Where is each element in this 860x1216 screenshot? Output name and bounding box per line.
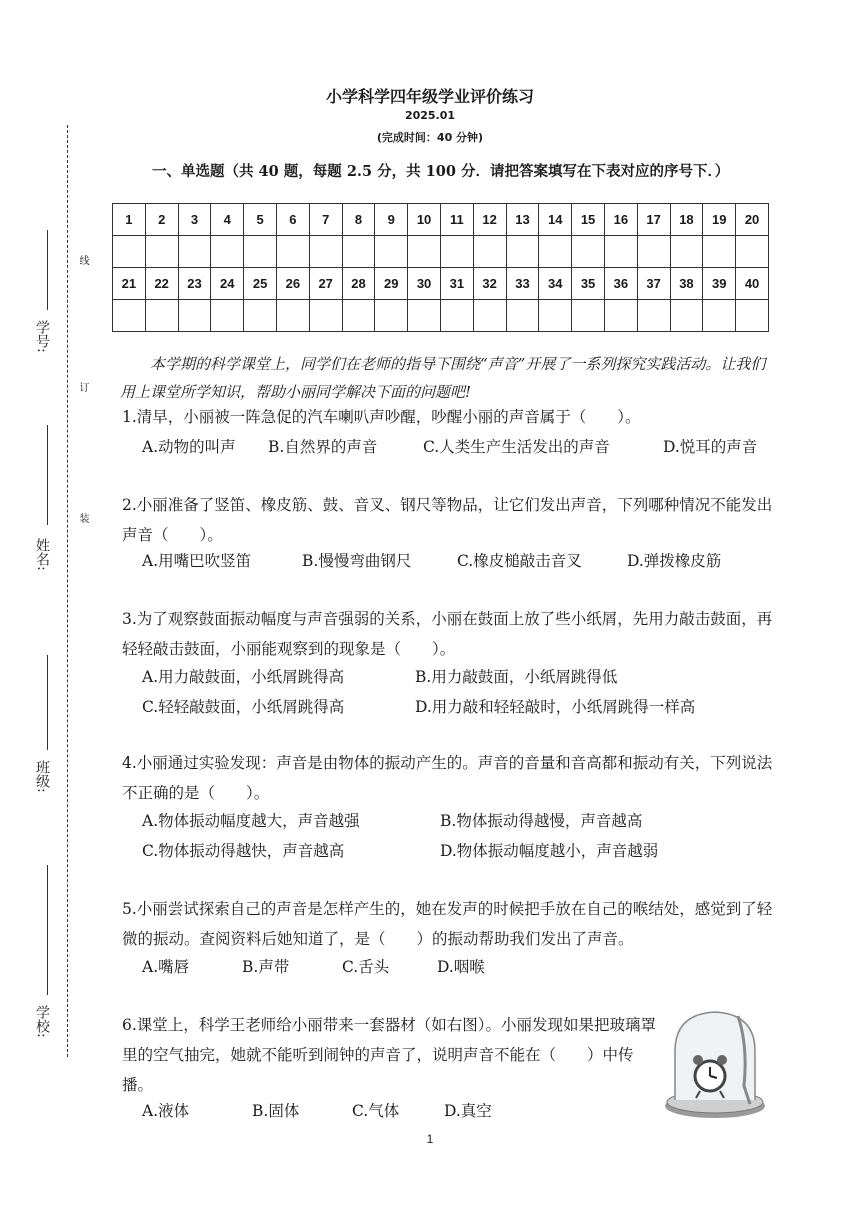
answer-cell[interactable]	[211, 236, 244, 268]
question-number-cell: 15	[572, 204, 605, 236]
answer-cell[interactable]	[736, 236, 769, 268]
option[interactable]: B.物体振动得越慢，声音越高	[440, 812, 643, 830]
option[interactable]: D.弹拨橡皮筋	[627, 552, 722, 570]
answer-cell[interactable]	[637, 300, 670, 332]
question-3-options-b	[142, 692, 695, 722]
question-number-cell: 39	[703, 268, 736, 300]
answer-cell[interactable]	[604, 300, 637, 332]
answer-cell[interactable]	[637, 236, 670, 268]
answer-number-row	[113, 204, 769, 236]
school-label: 学校:	[34, 1005, 50, 1038]
intro-paragraph: 本学期的科学课堂上，同学们在老师的指导下围绕“声音”开展了一系列探究实践活动。让我们用上课堂所学知识，帮助小丽同学解决下面的问题吧!	[120, 355, 766, 401]
question-number-cell: 33	[506, 268, 539, 300]
name-field[interactable]	[47, 425, 48, 525]
answer-cell[interactable]	[145, 236, 178, 268]
option[interactable]: C.气体	[352, 1102, 400, 1120]
question-number-cell: 38	[670, 268, 703, 300]
question-number-cell: 3	[178, 204, 211, 236]
class-field[interactable]	[47, 655, 48, 750]
name-label: 姓名:	[34, 538, 50, 571]
question-number-cell: 18	[670, 204, 703, 236]
answer-cell[interactable]	[342, 300, 375, 332]
answer-cell[interactable]	[572, 300, 605, 332]
question-number-cell: 34	[539, 268, 572, 300]
option[interactable]: C.轻轻敲鼓面，小纸屑跳得高	[142, 698, 345, 716]
option[interactable]: D.悦耳的声音	[663, 438, 758, 456]
question-number-cell: 13	[506, 204, 539, 236]
answer-cell[interactable]	[408, 236, 441, 268]
section-heading: 一、单选题（共 40 题，每题 2.5 分，共 100 分．请把答案填写在下表对应的序号下．）	[152, 163, 730, 180]
answer-cell[interactable]	[309, 300, 342, 332]
question-1-options	[142, 432, 757, 462]
question-number-cell: 10	[408, 204, 441, 236]
bell-jar-alarm-clock-image	[660, 1006, 770, 1124]
option[interactable]: B.用力敲鼓面，小纸屑跳得低	[415, 668, 618, 686]
answer-cell[interactable]	[506, 236, 539, 268]
question-4-options-a	[142, 806, 642, 836]
option[interactable]: C.人类生产生活发出的声音	[423, 438, 610, 456]
answer-cell[interactable]	[703, 300, 736, 332]
option[interactable]: D.用力敲和轻轻敲时，小纸屑跳得一样高	[415, 698, 696, 716]
question-number-cell: 9	[375, 204, 408, 236]
exam-title: 小学科学四年级学业评价练习	[325, 87, 534, 106]
option[interactable]: A.用力敲鼓面，小纸屑跳得高	[142, 668, 345, 686]
question-number-cell: 35	[572, 268, 605, 300]
question-number-cell: 31	[440, 268, 473, 300]
binding-mark-xian: 线	[77, 255, 88, 265]
answer-number-row	[113, 268, 769, 300]
answer-cell[interactable]	[342, 236, 375, 268]
question-4-stem: 4.小丽通过实验发现：声音是由物体的振动产生的。声音的音量和音高都和振动有关，下列说法不正确的是（ ）。	[122, 754, 773, 802]
binding-mark-zhuang: 装	[77, 513, 88, 523]
school-field[interactable]	[47, 865, 48, 995]
answer-cell[interactable]	[408, 300, 441, 332]
answer-cell[interactable]	[736, 300, 769, 332]
option[interactable]: A.物体振动幅度越大，声音越强	[142, 812, 360, 830]
option[interactable]: C.舌头	[342, 958, 390, 976]
binding-mark-ding: 订	[77, 382, 88, 392]
question-number-cell: 29	[375, 268, 408, 300]
question-number-cell: 28	[342, 268, 375, 300]
answer-cell[interactable]	[703, 236, 736, 268]
answer-cell[interactable]	[539, 236, 572, 268]
binding-dashed-line	[67, 125, 68, 1057]
answer-blank-row[interactable]	[113, 300, 769, 332]
question-number-cell: 22	[145, 268, 178, 300]
answer-cell[interactable]	[276, 300, 309, 332]
question-6-stem: 6.课堂上，科学王老师给小丽带来一套器材（如右图）。小丽发现如果把玻璃罩里的空气抽完，她就不能听到闹钟的声音了，说明声音不能在（ ）中传播。	[122, 1016, 657, 1094]
question-number-cell: 36	[604, 268, 637, 300]
answer-cell[interactable]	[178, 300, 211, 332]
question-number-cell: 14	[539, 204, 572, 236]
option[interactable]: B.固体	[252, 1102, 300, 1120]
option[interactable]: A.用嘴巴吹竖笛	[142, 552, 252, 570]
exam-date: 2025.01	[404, 109, 456, 122]
page-number: 1	[426, 1132, 434, 1146]
answer-cell[interactable]	[113, 300, 146, 332]
question-number-cell: 25	[244, 268, 277, 300]
question-number-cell: 17	[637, 204, 670, 236]
answer-table	[112, 203, 769, 332]
option[interactable]: B.声带	[242, 958, 290, 976]
question-number-cell: 20	[736, 204, 769, 236]
question-number-cell: 12	[473, 204, 506, 236]
question-5-stem: 5.小丽尝试探索自己的声音是怎样产生的，她在发声的时候把手放在自己的喉结处，感觉到了轻微的振动。查阅资料后她知道了，是（ ）的振动帮助我们发出了声音。	[122, 900, 773, 948]
student-id-label: 学号:	[34, 320, 50, 353]
question-number-cell: 24	[211, 268, 244, 300]
question-number-cell: 37	[637, 268, 670, 300]
answer-cell[interactable]	[440, 300, 473, 332]
answer-cell[interactable]	[309, 236, 342, 268]
question-number-cell: 26	[276, 268, 309, 300]
answer-cell[interactable]	[145, 300, 178, 332]
answer-cell[interactable]	[244, 300, 277, 332]
question-number-cell: 6	[276, 204, 309, 236]
option[interactable]: A.嘴唇	[142, 958, 190, 976]
question-2-stem: 2.小丽准备了竖笛、橡皮筋、鼓、音叉、钢尺等物品，让它们发出声音，下列哪种情况不能发出声音（ ）。	[122, 496, 773, 544]
question-number-cell: 27	[309, 268, 342, 300]
answer-cell[interactable]	[375, 236, 408, 268]
option[interactable]: B.慢慢弯曲钢尺	[302, 552, 412, 570]
answer-cell[interactable]	[572, 236, 605, 268]
question-number-cell: 16	[604, 204, 637, 236]
answer-cell[interactable]	[539, 300, 572, 332]
question-number-cell: 8	[342, 204, 375, 236]
question-3-options-a	[142, 662, 617, 692]
option[interactable]: B.自然界的声音	[268, 438, 378, 456]
option[interactable]: C.物体振动得越快，声音越高	[142, 842, 345, 860]
answer-blank-row[interactable]	[113, 236, 769, 268]
question-number-cell: 40	[736, 268, 769, 300]
question-number-cell: 1	[113, 204, 146, 236]
question-number-cell: 11	[440, 204, 473, 236]
question-number-cell: 23	[178, 268, 211, 300]
option[interactable]: D.咽喉	[437, 958, 485, 976]
question-1-stem: 1.清早，小丽被一阵急促的汽车喇叭声吵醒，吵醒小丽的声音属于（ ）。	[122, 408, 641, 426]
question-number-cell: 4	[211, 204, 244, 236]
option[interactable]: D.真空	[444, 1102, 492, 1120]
question-number-cell: 32	[473, 268, 506, 300]
question-5-options	[142, 952, 485, 982]
answer-cell[interactable]	[375, 300, 408, 332]
answer-cell[interactable]	[506, 300, 539, 332]
answer-cell[interactable]	[670, 236, 703, 268]
answer-cell[interactable]	[670, 300, 703, 332]
question-4-options-b	[142, 836, 658, 866]
question-number-cell: 19	[703, 204, 736, 236]
answer-cell[interactable]	[178, 236, 211, 268]
option[interactable]: C.橡皮槌敲击音叉	[457, 552, 582, 570]
answer-cell[interactable]	[473, 300, 506, 332]
question-3-stem: 3.为了观察鼓面振动幅度与声音强弱的关系，小丽在鼓面上放了些小纸屑，先用力敲击鼓面，再轻轻敲击鼓面，小丽能观察到的现象是（ ）。	[122, 610, 773, 658]
option[interactable]: D.物体振动幅度越小，声音越弱	[440, 842, 659, 860]
exam-time: (完成时间：40 分钟)	[376, 131, 484, 144]
answer-cell[interactable]	[473, 236, 506, 268]
question-number-cell: 30	[408, 268, 441, 300]
question-number-cell: 5	[244, 204, 277, 236]
answer-cell[interactable]	[440, 236, 473, 268]
answer-cell[interactable]	[211, 300, 244, 332]
answer-cell[interactable]	[113, 236, 146, 268]
class-label: 班级:	[34, 760, 50, 793]
answer-cell[interactable]	[604, 236, 637, 268]
question-number-cell: 7	[309, 204, 342, 236]
question-2-options	[142, 546, 721, 576]
question-number-cell: 2	[145, 204, 178, 236]
answer-cell[interactable]	[244, 236, 277, 268]
question-6-options	[142, 1096, 492, 1126]
option[interactable]: A.液体	[142, 1102, 190, 1120]
answer-cell[interactable]	[276, 236, 309, 268]
student-id-field[interactable]	[47, 230, 48, 310]
question-number-cell: 21	[113, 268, 146, 300]
option[interactable]: A.动物的叫声	[142, 438, 236, 456]
